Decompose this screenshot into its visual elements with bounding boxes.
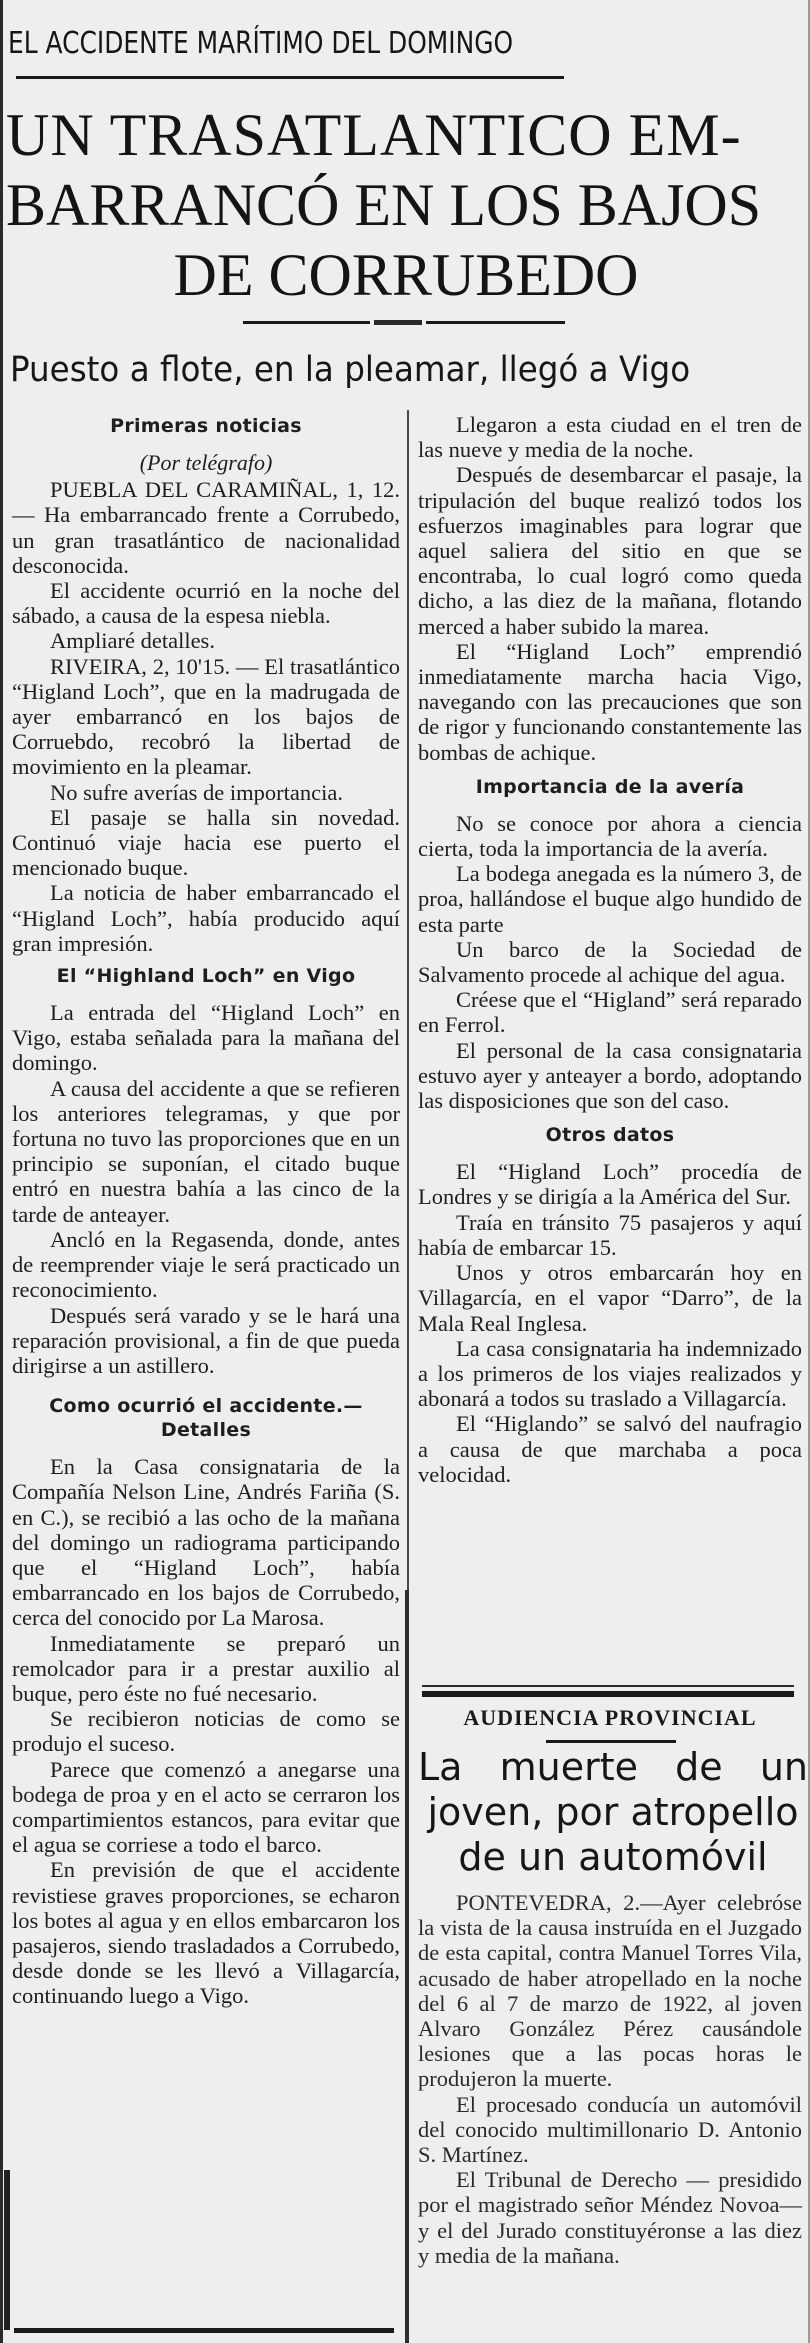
- paragraph: El “Higland Loch” emprendió inmediatamente marcha hacia Vigo, navegando con las precauciones que son de rigor y funcionando constantemente las bombas de achique.: [418, 638, 802, 765]
- second-article-headline: [418, 1745, 808, 1880]
- section-rule-thin: [422, 1685, 794, 1687]
- headline-line-2: BARRANCÓ EN LOS BAJOS: [6, 172, 762, 238]
- paragraph: Después de desembarcar el pasaje, la tripulación del buque realizó todos los esfuerzos imaginables para lograr que aquel saliera del sitio en que se encontraba, lo cual logró como queda dicho, a las diez de la mañana, flotando merced a haber subido la marea.: [418, 462, 802, 639]
- section-title-como-ocurrio: Como ocurrió el accidente.— Detalles: [49, 1395, 363, 1442]
- paragraph: El pasaje se halla sin novedad. Continuó viaje hacia ese puerto el mencionado buque.: [12, 804, 400, 881]
- paragraph: A causa del accidente a que se refieren los anteriores telegramas, y que por fortuna no tuvo las proporciones que en un principio se suponían, el citado buque entró en nuestra bahía a las cinco de la tarde de anteayer.: [12, 1075, 400, 1227]
- paragraph: Parece que comenzó a anegarse una bodega de proa y en el acto se cerraron los compartimientos estancos, para evitar que el agua se corriese a todo el barco.: [12, 1756, 400, 1858]
- section-rule-thick: [422, 1691, 794, 1697]
- paragraph: Ampliaré detalles.: [50, 628, 215, 654]
- paragraph: No se conoce por ahora a ciencia cierta, toda la importancia de la avería.: [418, 810, 802, 862]
- page-left-border: [0, 0, 3, 2343]
- paragraph: La casa consignataria ha indemnizado a los primeros de los viajes realizados y abonará a todos su traslado a Villagarcía.: [418, 1335, 802, 1412]
- paragraph: Créese que el “Higland” será reparado en Ferrol.: [418, 987, 802, 1038]
- paragraph: Se recibieron noticias de como se produjo el suceso.: [12, 1706, 400, 1757]
- main-headline: [6, 100, 806, 310]
- paragraph: El Tribunal de Derecho — presidido por el magistrado señor Méndez Novoa—y el del Jurado constituyéronse a las diez y media de la mañana.: [418, 2167, 802, 2268]
- paragraph: La noticia de haber embarrancado el “Higland Loch”, había producido aquí gran impresión.: [12, 880, 400, 956]
- paragraph: El procesado conducía un automóvil del conocido multimillonario D. Antonio S. Martínez.: [418, 2091, 802, 2168]
- paragraph: Llegaron a esta ciudad en el tren de las nueve y media de la noche.: [418, 412, 802, 463]
- paragraph: Después será varado y se le hará una reparación provisional, a fin de que pueda dirigirse a un astillero.: [12, 1302, 400, 1378]
- second-headline-line-2: joven, por atropello: [427, 1790, 799, 1834]
- paragraph: La bodega anegada es la número 3, de proa, hallándose el buque algo hundido de esta parte: [418, 861, 802, 937]
- left-column: [12, 410, 400, 2009]
- paragraph: El “Higlando” se salvó del naufragio a causa de que marchaba a poca velocidad.: [418, 1411, 802, 1487]
- paragraph: El accidente ocurrió en la noche del sábado, a causa de la espesa niebla.: [12, 578, 400, 629]
- paragraph: Inmediatamente se preparó un remolcador para ir a prestar auxilio al buque, pero éste no fué necesario.: [12, 1630, 400, 1706]
- section-title-importancia-averia: Importancia de la avería: [475, 775, 745, 798]
- right-column: [418, 412, 802, 1487]
- paragraph: El personal de la casa consignataria estuvo ayer y anteayer a bordo, adoptando las disposiciones que son del caso.: [418, 1037, 802, 1114]
- section-label-rule: [546, 1740, 676, 1743]
- paragraph: El “Higland Loch” procedía de Londres y se dirigía a la América del Sur.: [418, 1159, 802, 1210]
- paragraph: En previsión de que el accidente revistiese graves proporciones, se echaron los botes al agua y en ellos embarcaron los pasajeros, siendo trasladados a Corrubedo, desde donde se les llevó a Villagarcía, continuando luego a Vigo.: [12, 1857, 400, 2009]
- section-title-primeras-noticias: Primeras noticias: [110, 415, 302, 437]
- paragraph: PONTEVEDRA, 2.—Ayer celebróse la vista de la causa instruída en el Juzgado de esta capital, contra Manuel Torres Vila, acusado de haber atropellado en la noche del 6 al 7 de marzo de 1922, al joven Alvaro González Pérez causándole lesiones que a las pocas horas le produjeron la muerte.: [418, 1890, 802, 2092]
- paragraph: PUEBLA DEL CARAMIÑAL, 1, 12. — Ha embarrancado frente a Corrubedo, un gran trasatlántico de nacionalidad desconocida.: [12, 477, 400, 578]
- paragraph: Ancló en la Regasenda, donde, antes de reemprender viaje le será practicado un reconocimiento.: [12, 1226, 400, 1303]
- bottom-rule: [14, 2328, 394, 2333]
- column-divider-thick: [405, 1590, 409, 2343]
- paragraph: RIVEIRA, 2, 10'15. — El trasatlántico “Higland Loch”, que en la madrugada de ayer embarrancó en los bajos de Corruebdo, recobró la libertad de movimiento en la pleamar.: [12, 653, 400, 780]
- section-title-highland-loch-en-vigo: El “Highland Loch” en Vigo: [56, 965, 356, 988]
- kicker-headline: EL ACCIDENTE MARÍTIMO DEL DOMINGO: [8, 26, 514, 61]
- headline-rule-ornament: [374, 320, 422, 325]
- left-margin-bar: [4, 2170, 10, 2330]
- subheadline: Puesto a flote, en la pleamar, llegó a Vigo: [10, 350, 691, 390]
- paragraph: No sufre averías de importancia.: [50, 779, 344, 805]
- paragraph: En la Casa consignataria de la Compañía Nelson Line, Andrés Fariña (S. en C.), se recibió a las ocho de la mañana del domingo un radiograma participando que el “Higland Loch”, había embarrancado en los bajos de Corrubedo, cerca del conocido por La Marosa.: [12, 1454, 400, 1631]
- second-headline-line-1: La muerte de un: [418, 1745, 808, 1789]
- paragraph: Un barco de la Sociedad de Salvamento procede al achique del agua.: [418, 936, 802, 988]
- second-article-body: [418, 1890, 802, 2268]
- second-headline-line-3: de un automóvil: [458, 1835, 768, 1879]
- byline: (Por telégrafo): [139, 450, 273, 475]
- section-label-audiencia: AUDIENCIA PROVINCIAL: [463, 1705, 757, 1730]
- paragraph: Unos y otros embarcarán hoy en Villagarcía, en el vapor “Darro”, de la Mala Real Inglesa.: [418, 1260, 802, 1336]
- section-title-otros-datos: Otros datos: [545, 1124, 675, 1147]
- paragraph: La entrada del “Higland Loch” en Vigo, estaba señalada para la mañana del domingo.: [12, 1000, 400, 1076]
- paragraph: Traía en tránsito 75 pasajeros y aquí había de embarcar 15.: [418, 1209, 802, 1260]
- kicker-rule: [16, 76, 564, 79]
- headline-line-3: DE CORRUBEDO: [173, 242, 639, 308]
- headline-line-1: UN TRASATLANTICO EM-: [6, 102, 742, 168]
